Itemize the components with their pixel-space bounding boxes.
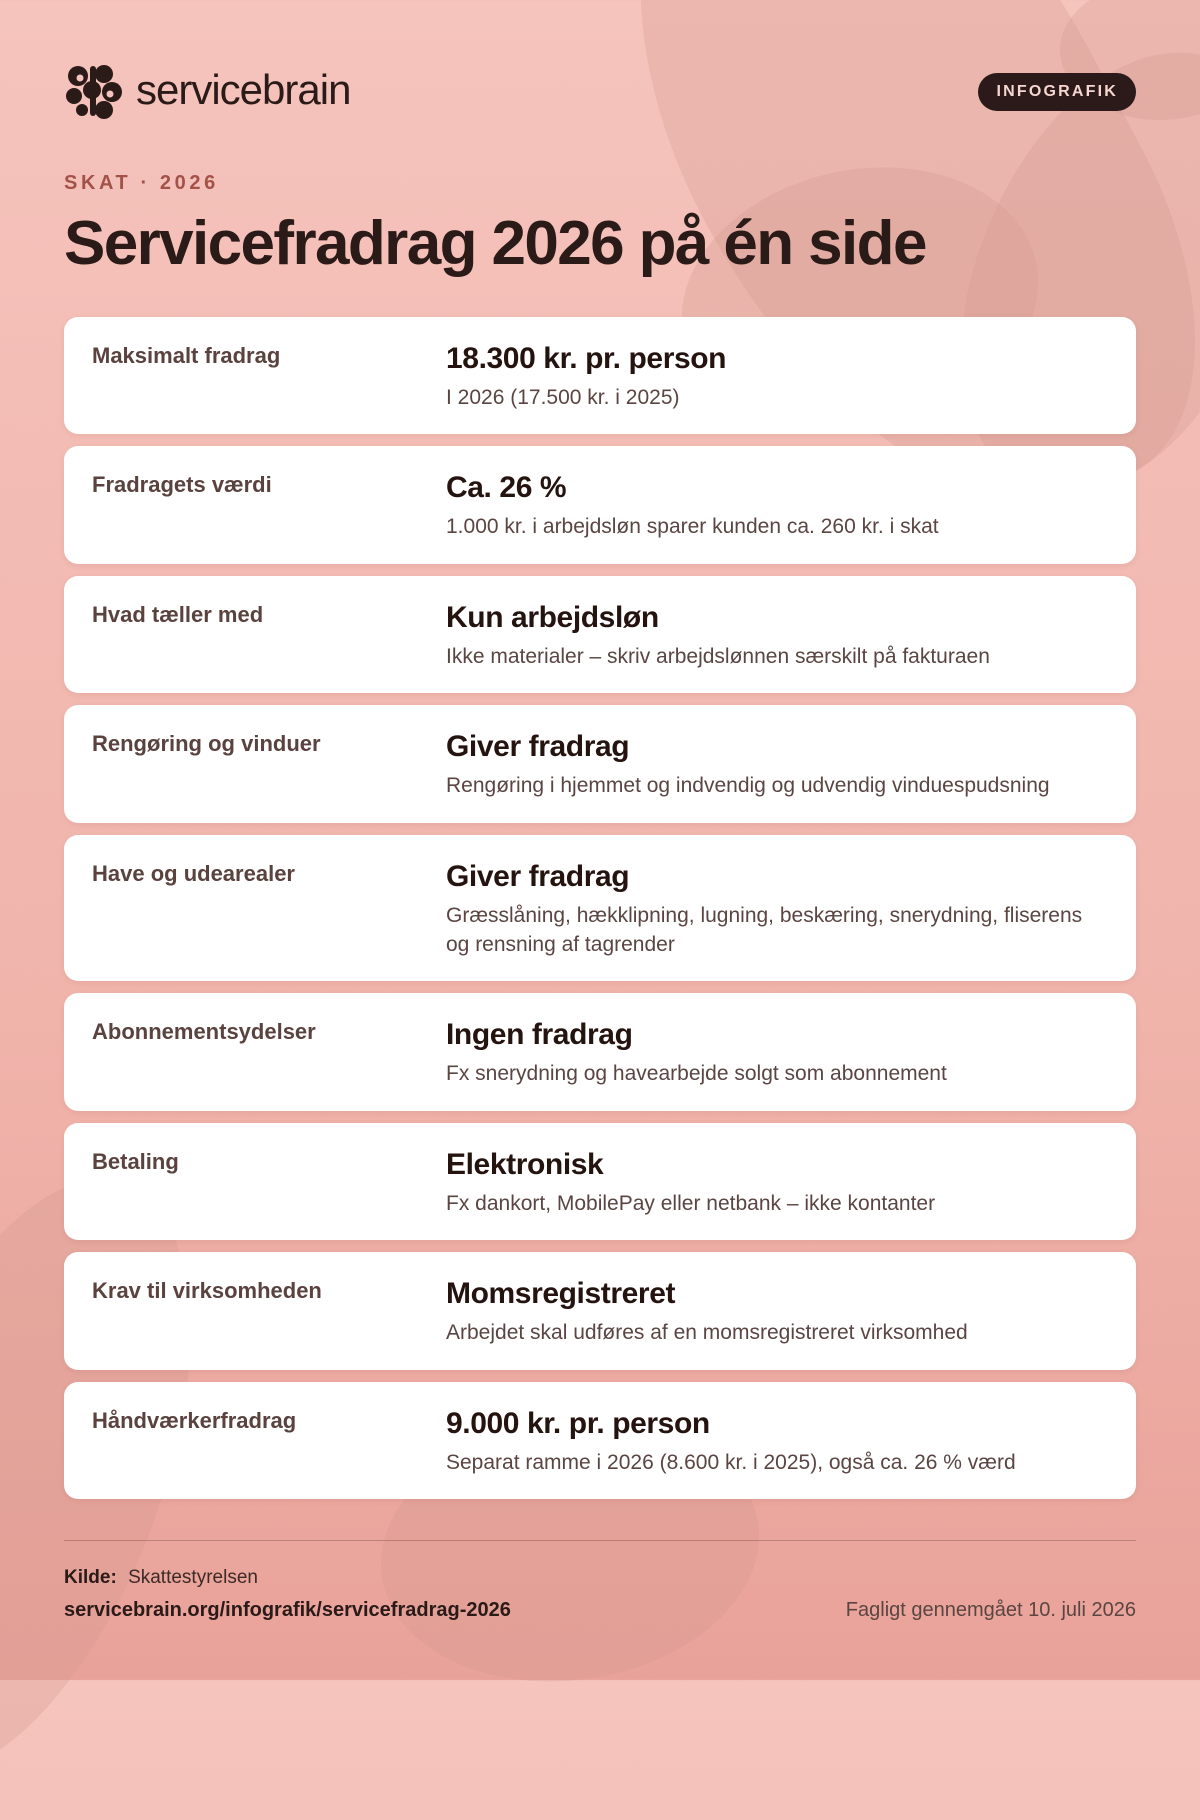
eyebrow-label: SKAT · 2026 <box>64 172 219 194</box>
source-label: Kilde: <box>64 1567 117 1588</box>
fact-row-haandvaerkerfradrag <box>64 1382 1136 1499</box>
fact-detail: Ikke materialer – skriv arbejdslønnen særskilt på fakturaen <box>446 644 990 668</box>
footer-divider <box>64 1540 1136 1541</box>
page-title: Servicefradrag 2026 på én side <box>64 209 926 278</box>
fact-detail: Separat ramme i 2026 (8.600 kr. i 2025), også ca. 26 % værd <box>446 1450 1016 1474</box>
fact-list <box>64 317 1136 1511</box>
fact-row-have-og-udearealer <box>64 835 1136 982</box>
fact-detail: I 2026 (17.500 kr. i 2025) <box>446 386 680 409</box>
fact-row-fradragets-vaerdi <box>64 446 1136 563</box>
fact-detail: Rengøring i hjemmet og indvendig og udvendig vinduespudsning <box>446 774 1050 798</box>
fact-detail: Græsslåning, hækklipning, lugning, beskæring, snerydning, fliserens og rensning af tagrender <box>446 903 1083 956</box>
fact-value: Elektronisk <box>446 1147 604 1181</box>
fact-label: Have og udearealer <box>92 860 295 886</box>
fact-label: Abonnementsydelser <box>92 1019 316 1045</box>
fact-row-krav-til-virksomheden <box>64 1252 1136 1369</box>
fact-value: Kun arbejdsløn <box>446 600 659 634</box>
source-value: Skattestyrelsen <box>128 1567 258 1588</box>
fact-detail: 1.000 kr. i arbejdsløn sparer kunden ca. 260 kr. i skat <box>446 515 939 539</box>
fact-detail: Arbejdet skal udføres af en momsregistreret virksomhed <box>446 1321 968 1345</box>
fact-detail: Fx dankort, MobilePay eller netbank – ikke kontanter <box>446 1191 936 1215</box>
infografik-badge: INFOGRAFIK <box>978 73 1136 111</box>
fact-row-abonnementsydelser <box>64 993 1136 1110</box>
servicebrain-logo-icon <box>64 60 128 120</box>
fact-value: Giver fradrag <box>446 859 630 893</box>
fact-label: Fradragets værdi <box>92 472 272 498</box>
fact-value: 9.000 kr. pr. person <box>446 1406 710 1440</box>
fact-label: Håndværkerfradrag <box>92 1407 297 1433</box>
fact-value: Ca. 26 % <box>446 471 567 505</box>
fact-label: Krav til virksomheden <box>92 1278 322 1304</box>
review-date: Fagligt gennemgået 10. juli 2026 <box>845 1599 1136 1621</box>
fact-value: Momsregistreret <box>446 1277 676 1311</box>
source-line <box>64 1567 258 1589</box>
fact-value: Ingen fradrag <box>446 1018 633 1052</box>
fact-label: Maksimalt fradrag <box>92 343 281 368</box>
fact-value: Giver fradrag <box>446 730 630 764</box>
fact-row-maksimalt-fradrag <box>64 317 1136 434</box>
source-url-link[interactable]: servicebrain.org/infografik/servicefradrag-2026 <box>64 1599 511 1621</box>
fact-label: Rengøring og vinduer <box>92 731 321 757</box>
brand-logo[interactable] <box>64 60 350 120</box>
fact-row-rengoering-og-vinduer <box>64 705 1136 822</box>
fact-value: 18.300 kr. pr. person <box>446 342 727 375</box>
fact-label: Betaling <box>92 1148 179 1174</box>
fact-row-hvad-taeller-med <box>64 576 1136 693</box>
brand-name: servicebrain <box>136 66 351 113</box>
fact-detail: Fx snerydning og havearbejde solgt som abonnement <box>446 1062 947 1086</box>
fact-row-betaling <box>64 1123 1136 1240</box>
header <box>64 60 1136 124</box>
fact-label: Hvad tæller med <box>92 601 264 627</box>
